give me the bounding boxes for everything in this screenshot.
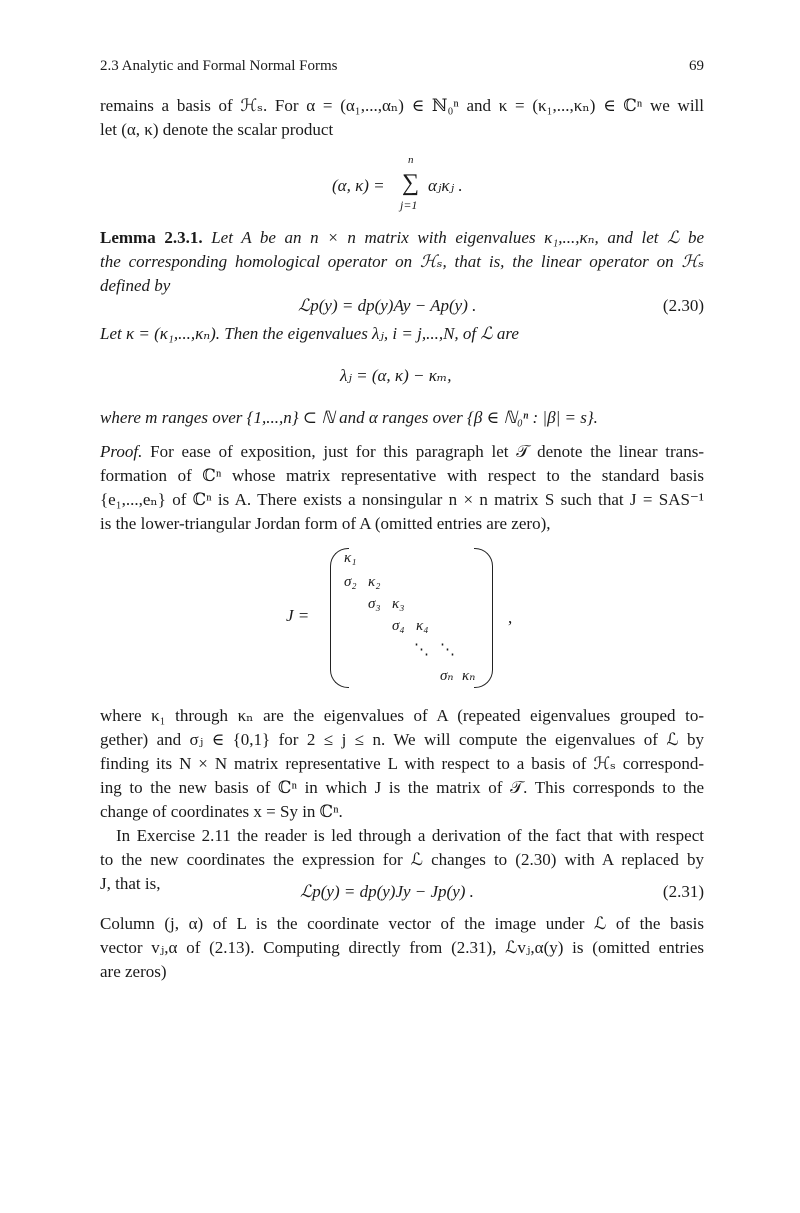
matrix-entry: κ₂ [368,574,381,590]
proof-text: For ease of exposition, just for this paragraph let 𝒯 denote the linear trans- [150,442,705,461]
text-line: defined by [100,276,171,295]
sum-lower-limit: j=1 [400,198,418,212]
left-paren [330,548,349,688]
text-line: let (α, κ) denote the scalar product [100,120,334,139]
equation-2-31: ℒp(y) = dp(y)Jy − Jp(y) . [300,882,474,901]
lemma-label: Lemma 2.3.1. [100,228,203,247]
right-paren [474,548,493,688]
text-line: change of coordinates x = Sy in ℂⁿ. [100,802,343,821]
sum-upper-limit: n [408,154,414,166]
equation-lhs: (α, κ) = [332,176,385,195]
matrix-entry: σ₂ [344,574,357,590]
lemma-text: Let A be an n × n matrix with eigenvalues κ₁,...,κₙ, and let ℒ be [211,228,705,247]
text-line: where κ₁ through κₙ are the eigenvalues of A (repeated eigenvalues grouped to- [100,706,704,725]
equation-number: (2.31) [662,882,704,901]
paragraph-eigenvalues [100,704,704,824]
text-line: finding its N × N matrix representative L with respect to a basis of ℋₛ correspond- [100,754,704,773]
text-line: formation of ℂⁿ whose matrix representative with respect to the standard basis [100,466,704,485]
equation-rhs: αⱼκⱼ . [428,176,463,195]
equation-2-30: ℒp(y) = dp(y)Ay − Ap(y) . [298,296,477,315]
page-number: 69 [689,58,704,74]
matrix-entry: κₙ [462,668,476,684]
matrix-entry: σₙ [440,668,454,684]
equation-number: (2.30) [662,296,704,315]
text-line: In Exercise 2.11 the reader is led through a derivation of the fact that with respect [116,826,704,845]
text-line: vector vⱼ,α of (2.13). Computing directly from (2.31), ℒvⱼ,α(y) is (omitted entries [100,938,704,957]
matrix-entry: κ₁ [344,550,357,566]
equation-eigenvalues: λⱼ = (α, κ) − κₘ, [340,366,452,385]
text-line: {e₁,...,eₙ} of ℂⁿ is A. There exists a nonsingular n × n matrix S such that J = SAS⁻¹ [100,490,704,509]
matrix-lhs: J = [286,606,310,625]
matrix-diagonal-dots: ⋱ [414,642,429,658]
matrix-entry: κ₄ [416,618,429,634]
text-line: is the lower-triangular Jordan form of A (omitted entries are zero), [100,514,551,533]
sum-symbol: ∑ [402,170,420,196]
matrix-entry: κ₃ [392,596,405,612]
text-line: ing to the new basis of ℂⁿ in which J is the matrix of 𝒯. This corresponds to the [100,778,704,797]
matrix-diagonal-dots: ⋱ [440,642,455,658]
text-line: where m ranges over {1,...,n} ⊂ ℕ and α ranges over {β ∈ ℕ₀ⁿ : |β| = s}. [100,408,598,427]
text-line: Column (j, α) of L is the coordinate vector of the image under ℒ of the basis [100,914,704,933]
text-line: Let κ = (κ₁,...,κₙ). Then the eigenvalues λⱼ, i = j,...,N, of ℒ are [100,324,519,343]
matrix-trailing-comma: , [508,608,513,627]
text-line: gether) and σⱼ ∈ {0,1} for 2 ≤ j ≤ n. We will compute the eigenvalues of ℒ by [100,730,704,749]
proof-label: Proof. [100,442,143,461]
matrix-entry: σ₄ [392,618,405,634]
running-head-title: 2.3 Analytic and Formal Normal Forms [100,58,338,74]
text-line: J, that is, [100,874,161,893]
matrix-entry: σ₃ [368,596,381,612]
text-line: the corresponding homological operator on ℋₛ, that is, the linear operator on ℋₛ [100,252,704,271]
text-line: to the new coordinates the expression for ℒ changes to (2.30) with A replaced by [100,850,704,869]
text-line: remains a basis of ℋₛ. For α = (α₁,...,αₙ) ∈ ℕ₀ⁿ and κ = (κ₁,...,κₙ) ∈ ℂⁿ we will [100,96,704,115]
text-line: are zeros) [100,962,167,981]
paragraph-column [100,912,704,984]
